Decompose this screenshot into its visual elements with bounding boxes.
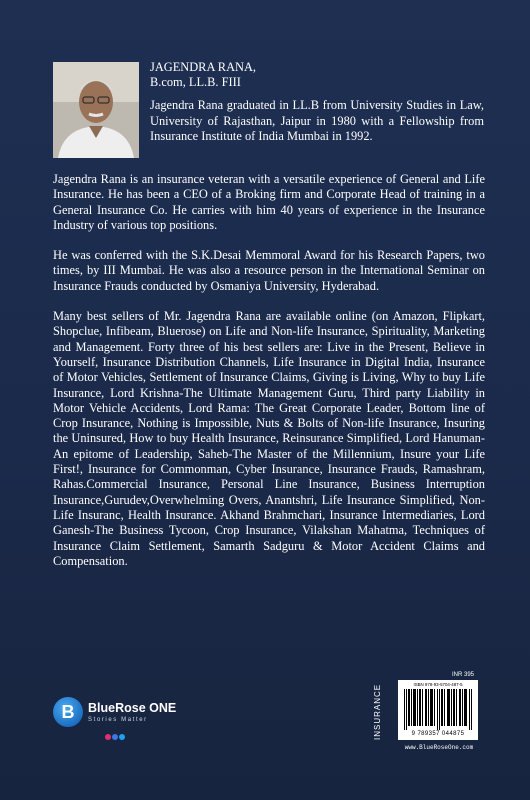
author-photo <box>53 62 139 158</box>
paragraph-experience: Jagendra Rana is an insurance veteran with a versatile experience of General and Life Insurance. He has been a CEO of a Broking firm and Corporate Head of training in a General Insurance Co. He carries with him 40 years of experience in the Insurance Industry of various top positions. <box>53 172 485 232</box>
isbn-label: ISBN 978-93-5704-487-5 <box>413 682 463 687</box>
author-header <box>150 60 484 144</box>
social-icons <box>105 727 126 735</box>
genre-label: INSURANCE <box>373 683 382 740</box>
barcode-icon <box>403 689 473 730</box>
author-bio: Jagendra Rana graduated in LL.B from University Studies in Law, University of Rajasthan, Jaipur in 1980 with a Fellowship from Insurance Institute of India Mumbai in 1992. <box>150 98 484 143</box>
publisher-logo-letter: B <box>61 702 75 722</box>
publisher-tagline: Stories Matter <box>88 717 148 723</box>
paragraph-awards: He was conferred with the S.K.Desai Memmoral Award for his Research Papers, two times, by III Mumbai. He was also a resource person in the International Seminar on Insurance Frauds conducted by Osmaniya University, Hyderabad. <box>53 248 485 293</box>
author-credentials: B.com, LL.B. FIII <box>150 75 241 90</box>
twitter-icon <box>119 734 125 740</box>
paragraph-bestsellers: Many best sellers of Mr. Jagendra Rana are available online (on Amazon, Flipkart, Shopclue, Infibeam, Bluerose) on Life and Non-life Insurance, Spirituality, Marketing and Management. Forty three of his best sellers are: Live in the Present, Believe in Yourself, Insurance Distribution Channels, Life Insurance in Digital India, Insurance of Motor Vehicles, Settlement of Insurance Claims, Giving is Living, Why to buy Life Insurance, Lord Krishna-The Ultimate Management Guru, Third party Liability in Motor Vehicle Accidents, Lord Rama: The Great Corporate Leader, Bottom line of Crop Insurance, Nothing is Impossible, Nuts & Bolts of Non-life Insurance, Insuring the Uninsured, How to buy Health Insurance, Reinsurance Simplified, Lord Hanuman-An epitome of Leadership, Saheb-The Master of the Millennium, Insure your Life First!, Insurance for Commonman, Cyber Insurance, Insurance Frauds, Ramashram, Rahas.Commercial Insurance, Personal Line Insurance, Business Interruption Insurance,Gurudev,Overwhelming Overs, Anantshri, Life Insurance Simplified, Non-Life Insuranc, Health Insurance. Akhand Brahmchari, Insurance Intermediaries, Lord Ganesh-The Business Tycoon, Crop Insurance, Vilakshan Mahatma, Techniques of Insurance Claim Settlement, Samarth Sadguru & Motor Accident Claims and Compensation. <box>53 309 485 568</box>
facebook-icon <box>112 734 118 740</box>
barcode-digits: 9 789357 044875 <box>411 731 465 737</box>
publisher-name: BlueRose ONE <box>88 701 177 715</box>
price-label: INR 395 <box>452 672 475 678</box>
instagram-icon <box>105 734 111 740</box>
isbn-barcode <box>398 680 478 740</box>
author-description <box>53 172 485 584</box>
publisher-website: www.BlueRoseOne.com <box>404 744 474 751</box>
author-name: JAGENDRA RANA, <box>150 60 257 74</box>
